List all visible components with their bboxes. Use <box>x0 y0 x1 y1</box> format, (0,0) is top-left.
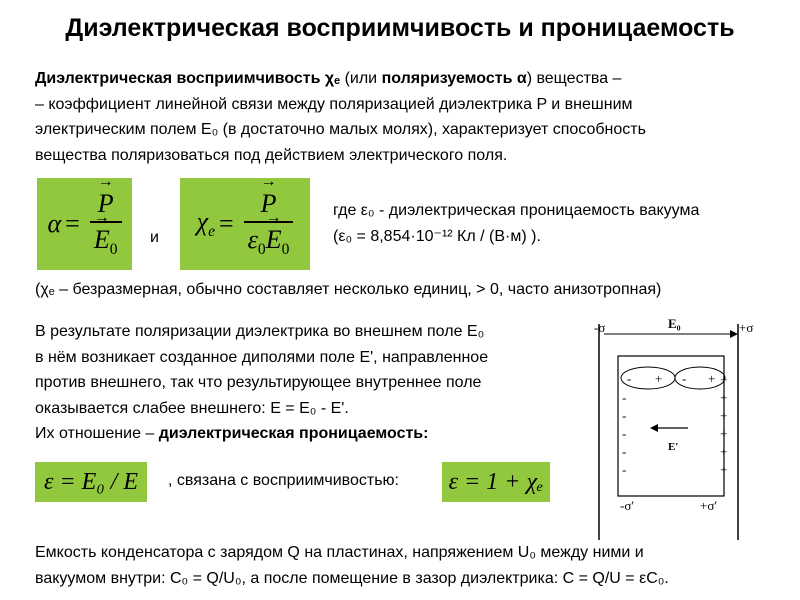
bound-charge-minus: - <box>622 444 627 459</box>
definition-line-1 <box>35 66 775 92</box>
bound-charge-minus: - <box>622 390 627 405</box>
bound-charge-minus: - <box>622 408 627 423</box>
formula1-den-sub: 0 <box>109 240 118 258</box>
definition-line-4: вещества поляризоваться под действием электрического поля. <box>35 146 508 164</box>
formula-susceptibility <box>180 178 310 270</box>
bound-charge-plus: + <box>720 408 728 423</box>
term-polarizability: поляризуемость α <box>381 70 527 87</box>
vacuum-note <box>333 198 773 249</box>
permittivity-term: диэлектрическая проницаемость: <box>158 425 429 442</box>
inner-field-label: E′ <box>668 441 679 453</box>
polarization-line-5 <box>35 421 575 447</box>
bound-charge-plus: + <box>720 462 728 477</box>
minus-sigma-prime-label: -σ′ <box>620 498 635 513</box>
capacitor-paragraph <box>35 540 795 591</box>
bound-charge-minus: - <box>622 426 627 441</box>
bound-charge-plus: + <box>720 426 728 441</box>
capacitor-line-1: Емкость конденсатора с зарядом Q на пластинах, напряжением U₀ между ними и <box>35 544 644 561</box>
bound-charge-minus: - <box>622 462 627 477</box>
term-susceptibility: Диэлектрическая восприимчивость χₑ <box>35 70 341 87</box>
formula2-numerator: → P <box>261 189 277 219</box>
plus-sigma-label: +σ <box>739 320 754 335</box>
polarization-line-5-start: Их отношение – <box>35 425 159 442</box>
dipole-plus: + <box>708 371 716 386</box>
dipole-plus: + <box>655 371 663 386</box>
formula1-lhs: α <box>47 209 62 238</box>
formula2-lhs: $\chi_e$ <box>196 206 215 241</box>
formula-polarizability <box>37 178 132 270</box>
conjunction: и <box>150 229 159 246</box>
plus-sigma-prime-label: +σ′ <box>700 498 718 513</box>
formula1-fraction <box>90 189 122 259</box>
formula2-eq: = <box>218 209 234 238</box>
formula-permittivity-ratio: ε = E₀ / E <box>35 462 147 502</box>
bound-charge-plus: + <box>720 390 728 405</box>
polarization-line-3: против внешнего, так что результирующее внутреннее поле <box>35 374 482 391</box>
bound-charge-plus: + <box>720 444 728 459</box>
dipole-minus: - <box>682 371 687 386</box>
relation-label: , связана с восприимчивостью: <box>168 472 399 489</box>
capacitor-line-2: вакуумом внутри: C₀ = Q/U₀, а после помещение в зазор диэлектрика: C = Q/U = εC₀. <box>35 569 669 587</box>
formula1-eq: = <box>65 209 80 238</box>
inner-field-arrowhead <box>650 424 658 432</box>
paren-open: (или <box>340 70 382 87</box>
formula2-fraction <box>244 189 294 259</box>
formula1-denominator: → E <box>94 225 110 255</box>
page-title: Диэлектрическая восприимчивость и проницаемость <box>65 14 735 42</box>
polarization-line-4: оказывается слабее внешнего: E = E₀ - E'. <box>35 399 349 417</box>
vacuum-note-line-2: (ε₀ = 8,854·10⁻¹² Кл / (В·м) ). <box>333 227 541 245</box>
polarization-line-1: В результате поляризации диэлектрика во внешнем поле E₀ <box>35 323 485 340</box>
polarization-line-2: в нём возникает созданное диполями поле E', направленное <box>35 348 489 366</box>
external-field-arrowhead <box>730 330 738 338</box>
bound-charge-plus: + <box>720 372 728 387</box>
vacuum-note-line-1: где ε₀ - диэлектрическая проницаемость вакуума <box>333 202 700 219</box>
definition-line-2: – коэффициент линейной связи между поляризацией диэлектрика P и внешним <box>35 95 633 113</box>
capacitor-diagram <box>580 312 780 542</box>
definition-line-3: электрическим полем E₀ (в достаточно малых молях), характеризует способность <box>35 121 646 138</box>
definition-paragraph <box>35 66 775 168</box>
chi-note: (χₑ – безразмерная, обычно составляет несколько единиц, > 0, часто анизотропная) <box>35 281 662 298</box>
minus-sigma-label: -σ <box>594 320 606 335</box>
polarization-paragraph <box>35 319 575 447</box>
external-field-label: E₀ <box>668 316 681 331</box>
formula2-denominator: $\varepsilon_0\to E_0$ <box>244 225 294 259</box>
formula1-numerator: → P <box>98 189 114 219</box>
formula-permittivity-susceptibility: ε = 1 + χₑ <box>442 462 550 502</box>
definition-line-1-rest: ) вещества – <box>526 70 622 87</box>
dipole-minus: - <box>627 371 632 386</box>
